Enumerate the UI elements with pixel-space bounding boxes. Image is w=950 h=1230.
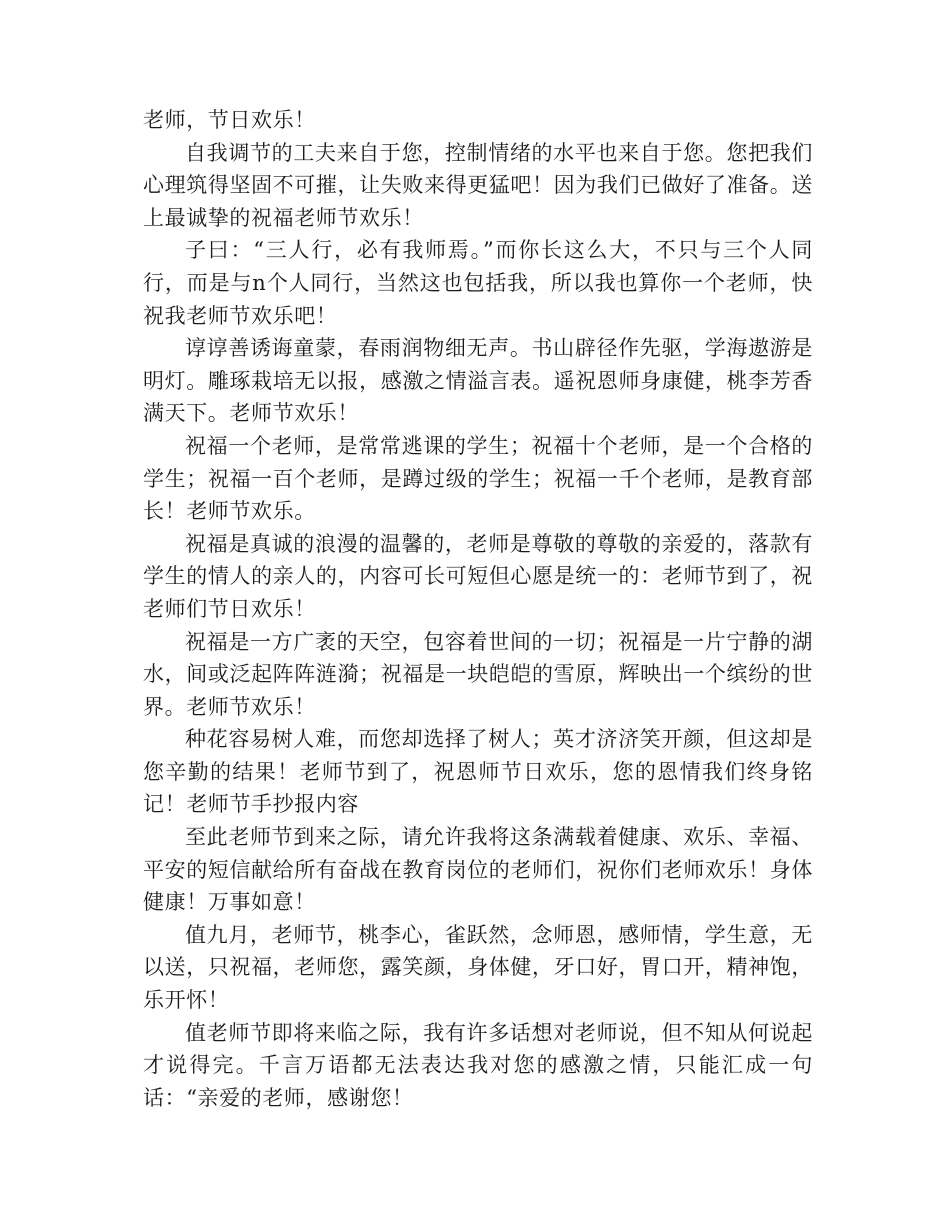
paragraph-10: 值九月，老师节，桃李心，雀跃然，念师恩，感师情，学生意，无以送，只祝福，老师您，露笑颜，身体健，牙口好，胃口开，精神饱，乐开怀！ <box>143 922 813 1013</box>
paragraph-6: 祝福是真诚的浪漫的温馨的，老师是尊敬的尊敬的亲爱的，落款有学生的情人的亲人的，内容可长可短但心愿是统一的：老师节到了，祝老师们节日欢乐！ <box>143 531 813 621</box>
document-body <box>143 104 813 1114</box>
paragraph-4: 谆谆善诱诲童蒙，春雨润物细无声。书山辟径作先驱，学海遨游是明灯。雕琢栽培无以报，感激之情溢言表。遥祝恩师身康健，桃李芳香满天下。老师节欢乐！ <box>143 336 813 426</box>
paragraph-5: 祝福一个老师，是常常逃课的学生；祝福十个老师，是一个合格的学生；祝福一百个老师，是蹲过级的学生；祝福一千个老师，是教育部长！老师节欢乐。 <box>143 433 813 524</box>
paragraph-1: 老师，节日欢乐！ <box>143 108 316 132</box>
paragraph-11: 值老师节即将来临之际，我有许多话想对老师说，但不知从何说起才说得完。千言万语都无法表达我对您的感激之情，只能汇成一句话：“亲爱的老师，感谢您！ <box>143 1020 813 1110</box>
paragraph-7: 祝福是一方广袤的天空，包容着世间的一切；祝福是一片宁静的湖水，间或泛起阵阵涟漪；祝福是一块皑皑的雪原，辉映出一个缤纷的世界。老师节欢乐！ <box>143 629 813 719</box>
paragraph-8: 种花容易树人难，而您却选择了树人；英才济济笑开颜，但这却是您辛勤的结果！老师节到了，祝恩师节日欢乐，您的恩情我们终身铭记！老师节手抄报内容 <box>143 727 813 817</box>
paragraph-3: 子曰：“三人行，必有我师焉。”而你长这么大，不只与三个人同行，而是与n个人同行，当然这也包括我，所以我也算你一个老师，快祝我老师节欢乐吧！ <box>143 238 813 328</box>
paragraph-9: 至此老师节到来之际，请允许我将这条满载着健康、欢乐、幸福、平安的短信献给所有奋战在教育岗位的老师们，祝你们老师欢乐！身体健康！万事如意！ <box>143 825 813 915</box>
paragraph-2: 自我调节的工夫来自于您，控制情绪的水平也来自于您。您把我们心理筑得坚固不可摧，让失败来得更猛吧！因为我们已做好了准备。送上最诚挚的祝福老师节欢乐！ <box>143 140 813 230</box>
